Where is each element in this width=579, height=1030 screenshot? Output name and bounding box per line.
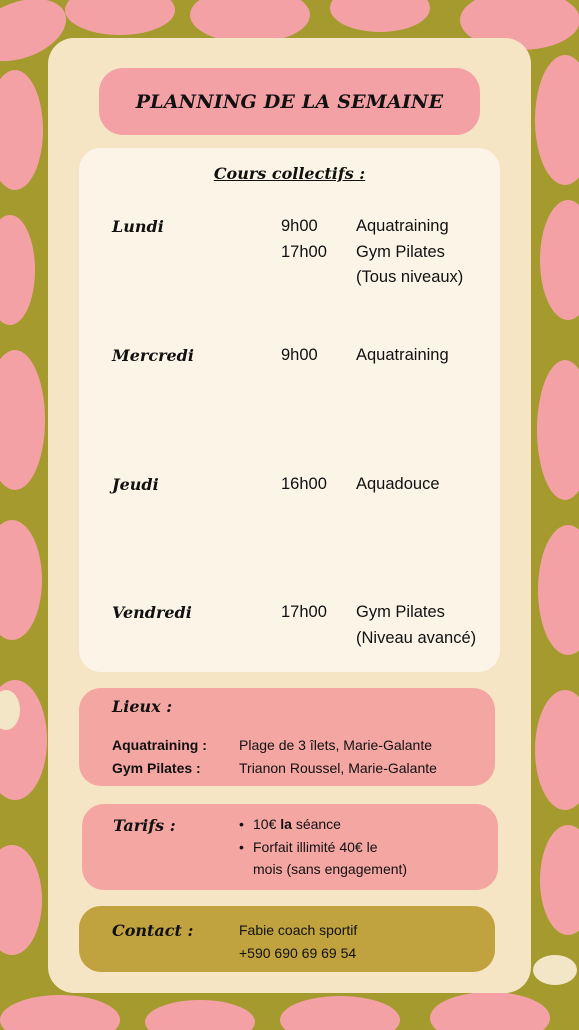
locations-panel (79, 688, 495, 786)
location-label-aquatraining: Aquatraining : (112, 737, 207, 753)
day-label-lundi: Lundi (112, 217, 164, 236)
contact-phone[interactable]: +590 690 69 69 54 (239, 944, 357, 961)
location-label-pilates: Gym Pilates : (112, 759, 201, 776)
price-value: 10€ (253, 816, 277, 832)
pricing-heading: Tarifs : (113, 816, 176, 835)
time-item: 17h00 (281, 242, 327, 261)
times-mercredi (281, 343, 318, 369)
contact-details (239, 919, 357, 964)
classes-vendredi (356, 600, 476, 651)
times-vendredi (281, 600, 327, 626)
class-item: Gym Pilates (356, 242, 445, 261)
location-label (112, 734, 207, 779)
location-value-pilates: Trianon Roussel, Marie-Galante (239, 759, 437, 776)
time-item: 17h00 (281, 603, 327, 621)
classes-lundi (356, 214, 463, 291)
pricing-list (239, 813, 407, 881)
pricing-line: mois (sans engagement) (253, 861, 408, 877)
locations-heading: Lieux : (112, 697, 173, 716)
times-jeudi (281, 472, 327, 498)
times-lundi (281, 214, 327, 265)
schedule-panel (79, 148, 500, 672)
pricing-line: • Forfait illimité 40€ le (253, 838, 378, 855)
class-item: Gym Pilates (356, 603, 445, 621)
location-value (239, 734, 437, 779)
contact-name: Fabie coach sportif (239, 922, 358, 938)
time-item: 9h00 (281, 217, 318, 235)
classes-mercredi (356, 343, 449, 369)
title-banner (99, 68, 480, 135)
page-title: PLANNING DE LA SEMAINE (135, 90, 444, 113)
pricing-item-unlimited (239, 836, 407, 881)
pricing-item-session (239, 813, 407, 836)
day-label-mercredi: Mercredi (112, 346, 194, 365)
contact-heading: Contact : (112, 921, 194, 940)
day-label-jeudi: Jeudi (112, 475, 159, 494)
price-article: la (280, 816, 292, 832)
time-item: 16h00 (281, 475, 327, 493)
schedule-heading: Cours collectifs : (213, 164, 366, 183)
day-label-vendredi: Vendredi (112, 603, 192, 622)
price-unit: séance (295, 816, 341, 832)
time-item: 9h00 (281, 346, 318, 364)
class-item: (Tous niveaux) (356, 268, 464, 286)
pricing-panel (82, 804, 498, 890)
contact-panel (79, 906, 495, 972)
classes-jeudi (356, 472, 440, 498)
class-item: (Niveau avancé) (356, 628, 477, 647)
class-item: Aquadouce (356, 475, 440, 493)
class-item: Aquatraining (356, 346, 449, 364)
class-item: Aquatraining (356, 217, 449, 235)
location-value-aquatraining: Plage de 3 îlets, Marie-Galante (239, 737, 432, 753)
